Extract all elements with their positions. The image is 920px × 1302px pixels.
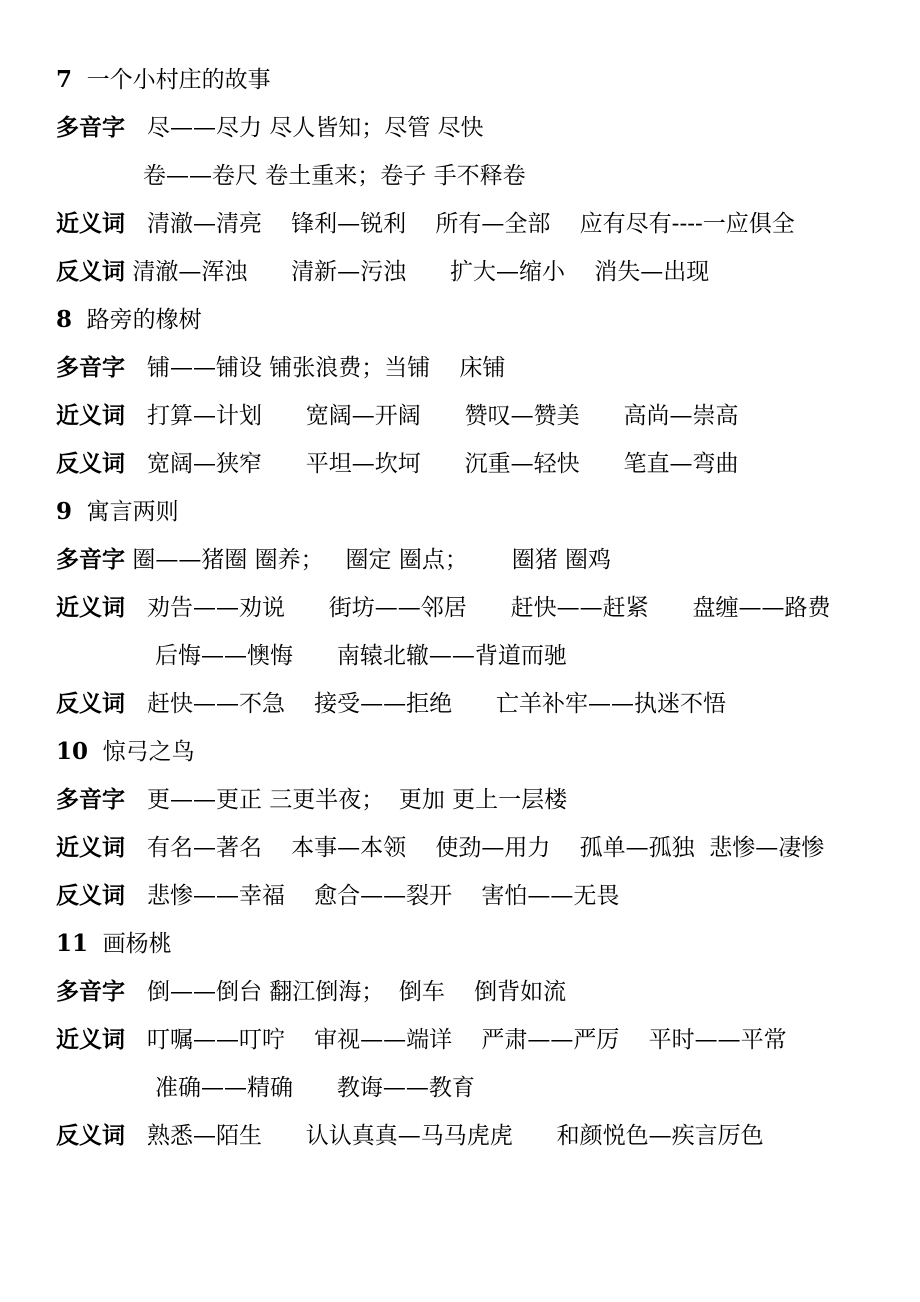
- lesson-title: 画杨桃: [102, 931, 172, 957]
- antonym-entry: 悲惨——幸福 愈合——裂开 害怕——无畏: [146, 883, 620, 909]
- antonym-entry: 赶快——不急 接受——拒绝 亡羊补牢——执迷不悟: [146, 691, 727, 717]
- polyphonic-entry: 卷——卷尺 卷土重来；卷子 手不释卷: [143, 163, 526, 189]
- synonym-row: [56, 588, 831, 628]
- polyphonic-row: [56, 972, 566, 1012]
- polyphonic-label: 多音字: [56, 355, 125, 381]
- antonym-label: 反义词: [56, 883, 125, 909]
- antonym-entry: 清澈—浑浊 清新—污浊 扩大—缩小 消失—出现: [132, 259, 710, 285]
- antonym-label: 反义词: [56, 259, 125, 285]
- lesson-number: 8: [56, 306, 73, 333]
- lesson-heading: [56, 300, 202, 340]
- antonym-label: 反义词: [56, 451, 125, 477]
- polyphonic-label: 多音字: [56, 787, 125, 813]
- synonym-label: 近义词: [56, 211, 125, 237]
- polyphonic-label: 多音字: [56, 979, 125, 1005]
- antonym-row: [56, 684, 726, 724]
- antonym-row: [56, 444, 739, 484]
- lesson-title: 惊弓之鸟: [102, 739, 195, 765]
- polyphonic-row: [56, 348, 506, 388]
- lesson-number: 11: [56, 930, 89, 957]
- lesson-heading: [56, 924, 172, 964]
- synonym-label: 近义词: [56, 835, 125, 861]
- synonym-entry: 劝告——劝说 街坊——邻居 赶快——赶紧 盘缠——路费: [146, 595, 831, 621]
- lesson-title: 寓言两则: [86, 499, 179, 525]
- antonym-row: [56, 876, 619, 916]
- lesson-number: 10: [56, 738, 89, 765]
- polyphonic-entry: 倒——倒台 翻江倒海； 倒车 倒背如流: [146, 979, 567, 1005]
- synonym-row: [56, 828, 824, 868]
- polyphonic-entry: 尽——尽力 尽人皆知；尽管 尽快: [146, 115, 484, 141]
- antonym-entry: 熟悉—陌生 认认真真—马马虎虎 和颜悦色—疾言厉色: [146, 1123, 764, 1149]
- polyphonic-row: [56, 540, 611, 580]
- synonym-label: 近义词: [56, 595, 125, 621]
- antonym-entry: 宽阔—狭窄 平坦—坎坷 沉重—轻快 笔直—弯曲: [146, 451, 739, 477]
- polyphonic-label: 多音字: [56, 547, 125, 573]
- lesson-heading: [56, 492, 179, 532]
- polyphonic-entry: 更——更正 三更半夜； 更加 更上一层楼: [146, 787, 568, 813]
- lesson-title: 路旁的橡树: [86, 307, 202, 333]
- synonym-label: 近义词: [56, 403, 125, 429]
- synonym-entry: 叮嘱——叮咛 审视——端详 严肃——严厉 平时——平常: [146, 1027, 787, 1053]
- synonym-entry: 打算—计划 宽阔—开阔 赞叹—赞美 高尚—崇高: [146, 403, 739, 429]
- synonym-row: [56, 396, 739, 436]
- polyphonic-row: [56, 780, 567, 820]
- synonym-row-continued: [155, 636, 567, 676]
- polyphonic-row: [56, 108, 484, 148]
- polyphonic-label: 多音字: [56, 115, 125, 141]
- synonym-entry: 准确——精确 教诲——教育: [155, 1075, 475, 1101]
- lesson-number: 7: [56, 66, 73, 93]
- lesson-heading: [56, 732, 195, 772]
- synonym-entry: 有名—著名 本事—本领 使劲—用力 孤单—孤独 悲惨—凄惨: [146, 835, 825, 861]
- synonym-entry: 后悔——懊悔 南辕北辙——背道而驰: [155, 643, 567, 669]
- antonym-row: [56, 1116, 764, 1156]
- synonym-row-continued: [155, 1068, 475, 1108]
- antonym-row: [56, 252, 709, 292]
- polyphonic-row-continued: [143, 156, 526, 196]
- polyphonic-entry: 圈——猪圈 圈养； 圈定 圈点； 圈猪 圈鸡: [132, 547, 612, 573]
- antonym-label: 反义词: [56, 1123, 125, 1149]
- lesson-title: 一个小村庄的故事: [86, 67, 271, 93]
- synonym-row: [56, 1020, 787, 1060]
- synonym-entry: 清澈—清亮 锋利—锐利 所有—全部 应有尽有----一应俱全: [146, 211, 795, 237]
- lesson-number: 9: [56, 498, 73, 525]
- synonym-label: 近义词: [56, 1027, 125, 1053]
- synonym-row: [56, 204, 795, 244]
- antonym-label: 反义词: [56, 691, 125, 717]
- lesson-heading: [56, 60, 271, 100]
- polyphonic-entry: 铺——铺设 铺张浪费；当铺 床铺: [146, 355, 506, 381]
